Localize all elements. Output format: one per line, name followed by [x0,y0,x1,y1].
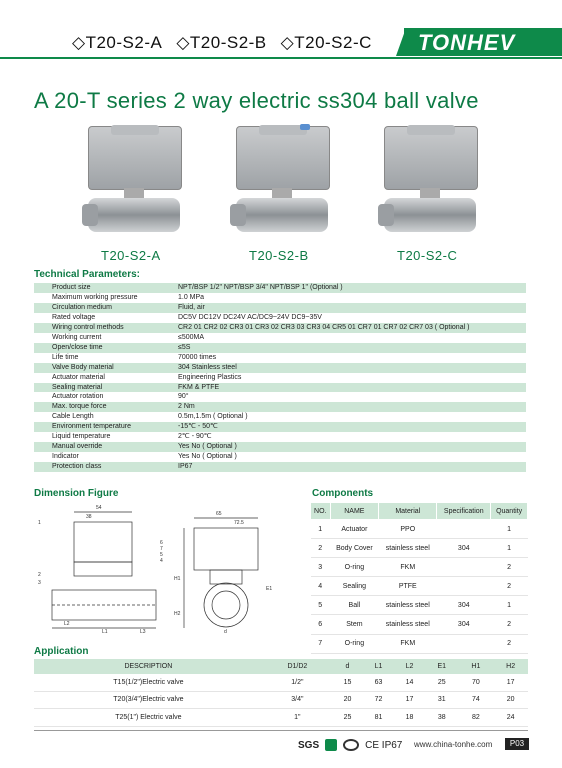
param-name: Environment temperature [34,422,172,432]
technical-heading: Technical Parameters: [34,269,140,280]
param-row [34,303,526,313]
param-name: Circulation medium [34,303,172,313]
component-cell: 2 [491,634,528,653]
callout-3: 3 [38,580,41,586]
component-cell: 2 [491,615,528,634]
param-row [34,353,526,363]
product-image-c [376,122,484,234]
param-name: Manual override [34,442,172,452]
components-header: NO. [311,503,331,520]
application-cell: 70 [459,674,494,691]
component-cell: 1 [491,596,528,615]
component-cell: O-ring [330,634,379,653]
param-row [34,343,526,353]
param-name: Rated voltage [34,313,172,323]
param-row [34,402,526,412]
dim-label-38: 38 [86,514,92,520]
header-rule [0,57,562,59]
front-actuator-outline [194,528,258,570]
param-row [34,373,526,383]
param-row [34,323,526,333]
component-row [311,577,528,596]
param-row [34,293,526,303]
component-cell [437,558,491,577]
page-title: A 20-T series 2 way electric ss304 ball valve [34,88,479,113]
param-name: Life time [34,353,172,363]
param-row [34,452,526,462]
callout-1: 1 [38,520,41,526]
callout-2: 2 [38,572,41,578]
param-value: 1.0 MPa [172,293,526,303]
page-header [0,0,562,66]
param-row [34,412,526,422]
param-value: Fluid, air [172,303,526,313]
param-name: Actuator material [34,373,172,383]
component-cell: stainless steel [379,596,437,615]
param-row [34,283,526,293]
component-cell: Stem [330,615,379,634]
param-value: NPT/BSP 1/2" NPT/BSP 3/4" NPT/BSP 1" (Optional ) [172,283,526,293]
component-cell: 304 [437,596,491,615]
dim-label-l1: L1 [102,629,108,635]
component-cell: Actuator [330,520,379,539]
param-name: Sealing material [34,383,172,393]
dim-label-72-5: 72.5 [234,520,244,526]
callout-5: 5 [160,552,163,558]
component-cell: 1 [311,520,331,539]
param-name: Protection class [34,462,172,472]
components-header: NAME [330,503,379,520]
application-header: L2 [394,659,425,674]
param-value: ≤500MA [172,333,526,343]
application-cell: 15 [332,674,363,691]
param-value: ≤5S [172,343,526,353]
param-name: Maximum working pressure [34,293,172,303]
param-row [34,462,526,472]
component-cell [437,577,491,596]
dim-label-e1: E1 [266,586,273,592]
ce-ip-mark: CE IP67 [365,739,403,751]
param-row [34,333,526,343]
component-cell [437,520,491,539]
component-cell: 304 [437,539,491,558]
application-table [34,659,528,727]
website-url: www.china-tonhe.com [414,740,493,749]
component-cell: 2 [491,577,528,596]
application-cell: 72 [363,691,394,709]
application-cell: 25 [332,709,363,727]
param-name: Working current [34,333,172,343]
side-actuator-outline [74,522,132,562]
param-value: 304 Stainless steel [172,363,526,373]
dim-label-d: d [224,629,227,635]
component-cell: stainless steel [379,615,437,634]
component-row [311,520,528,539]
dimension-heading: Dimension Figure [34,488,119,499]
components-heading: Components [312,488,374,499]
side-adapter-outline [74,562,132,576]
application-cell: 20 [332,691,363,709]
param-value: -15℃ - 50℃ [172,422,526,432]
application-header: d [332,659,363,674]
application-cell: 1" [263,709,332,727]
param-name: Open/close time [34,343,172,353]
application-cell: 18 [394,709,425,727]
components-table [310,502,528,654]
components-header: Material [379,503,437,520]
component-row [311,558,528,577]
application-cell: 81 [363,709,394,727]
quality-badge-icon [325,739,337,751]
model-b: ◇T20-S2-B [176,33,267,52]
param-name: Indicator [34,452,172,462]
component-cell: Body Cover [330,539,379,558]
param-value: IP67 [172,462,526,472]
component-cell: 2 [491,558,528,577]
product-label-a: T20-S2-A [101,248,161,263]
param-value: DC5V DC12V DC24V AC/DC9~24V DC9~35V [172,313,526,323]
application-cell: 1/2" [263,674,332,691]
component-cell: Ball [330,596,379,615]
param-row [34,442,526,452]
cert-logos [298,739,402,751]
component-cell: O-ring [330,558,379,577]
component-cell: 1 [491,539,528,558]
application-cell: 14 [394,674,425,691]
application-cell: T20(3/4")Electric valve [34,691,263,709]
param-row [34,392,526,402]
component-cell: stainless steel [379,539,437,558]
param-value: FKM & PTFE [172,383,526,393]
application-header: H2 [493,659,528,674]
application-cell: 63 [363,674,394,691]
component-cell: 5 [311,596,331,615]
component-cell: 6 [311,615,331,634]
param-value: 70000 times [172,353,526,363]
application-header: H1 [459,659,494,674]
front-body-outline [204,583,248,627]
application-cell: 17 [493,674,528,691]
component-row [311,596,528,615]
application-cell: 20 [493,691,528,709]
component-row [311,634,528,653]
brand-logo [404,28,562,56]
param-name: Liquid temperature [34,432,172,442]
application-cell: 3/4" [263,691,332,709]
application-cell: T15(1/2")Electric valve [34,674,263,691]
application-heading: Application [34,646,89,657]
application-cell: 38 [425,709,458,727]
param-value: 2 Nm [172,402,526,412]
component-cell: FKM [379,634,437,653]
dim-label-l3: L3 [140,629,146,635]
application-row [34,709,528,727]
model-list [72,33,372,53]
product-image-a [80,122,188,234]
dim-label-54: 54 [96,505,102,511]
model-a: ◇T20-S2-A [72,33,163,52]
application-header: L1 [363,659,394,674]
product-image-b [228,122,336,234]
param-value: Engineering Plastics [172,373,526,383]
application-cell: 24 [493,709,528,727]
param-value: Yes No ( Optional ) [172,452,526,462]
product-label-b: T20-S2-B [249,248,309,263]
param-row [34,383,526,393]
page-footer [0,730,562,756]
param-name: Product size [34,283,172,293]
param-value: 2℃ - 90℃ [172,432,526,442]
component-cell: FKM [379,558,437,577]
param-name: Actuator rotation [34,392,172,402]
callout-6: 6 [160,540,163,546]
param-name: Max. torque force [34,402,172,412]
application-cell: 31 [425,691,458,709]
param-name: Wiring control methods [34,323,172,333]
application-header: E1 [425,659,458,674]
components-header: Specification [437,503,491,520]
product-label-c: T20-S2-C [397,248,458,263]
component-cell: 2 [311,539,331,558]
param-row [34,363,526,373]
page-number: P03 [505,738,529,750]
param-row [34,432,526,442]
callout-4: 4 [160,558,163,564]
ring-logo-icon [343,739,359,751]
param-name: Cable Length [34,412,172,422]
dim-label-l2: L2 [64,621,70,627]
application-cell: T25(1") Electric valve [34,709,263,727]
model-c: ◇T20-S2-C [280,33,372,52]
application-row [34,691,528,709]
components-header: Quantity [491,503,528,520]
component-cell: Sealing [330,577,379,596]
component-row [311,615,528,634]
component-cell: 7 [311,634,331,653]
application-cell: 82 [459,709,494,727]
sgs-logo: SGS [298,739,320,751]
brand-name: TONHEV [418,30,516,55]
callout-7: 7 [160,546,163,552]
dim-label-h2: H2 [174,611,181,617]
component-cell: 3 [311,558,331,577]
param-row [34,422,526,432]
application-row [34,674,528,691]
param-value: 0.5m,1.5m ( Optional ) [172,412,526,422]
param-row [34,313,526,323]
param-value: 90° [172,392,526,402]
application-cell: 17 [394,691,425,709]
component-cell: PTFE [379,577,437,596]
param-value: CR2 01 CR2 02 CR3 01 CR3 02 CR3 03 CR3 04 CR5 01 CR7 01 CR7 02 CR7 03 ( Optional ) [172,323,526,333]
application-cell: 74 [459,691,494,709]
application-header: DESCRIPTION [34,659,263,674]
param-value: Yes No ( Optional ) [172,442,526,452]
dim-label-h1: H1 [174,576,181,582]
component-cell: 304 [437,615,491,634]
dimension-figure [34,500,306,635]
footer-rule [34,730,528,731]
component-cell [437,634,491,653]
application-header: D1/D2 [263,659,332,674]
component-cell: 1 [491,520,528,539]
technical-table [34,283,526,472]
component-cell: PPO [379,520,437,539]
component-row [311,539,528,558]
param-name: Valve Body material [34,363,172,373]
application-cell: 25 [425,674,458,691]
dim-label-65: 65 [216,511,222,517]
component-cell: 4 [311,577,331,596]
